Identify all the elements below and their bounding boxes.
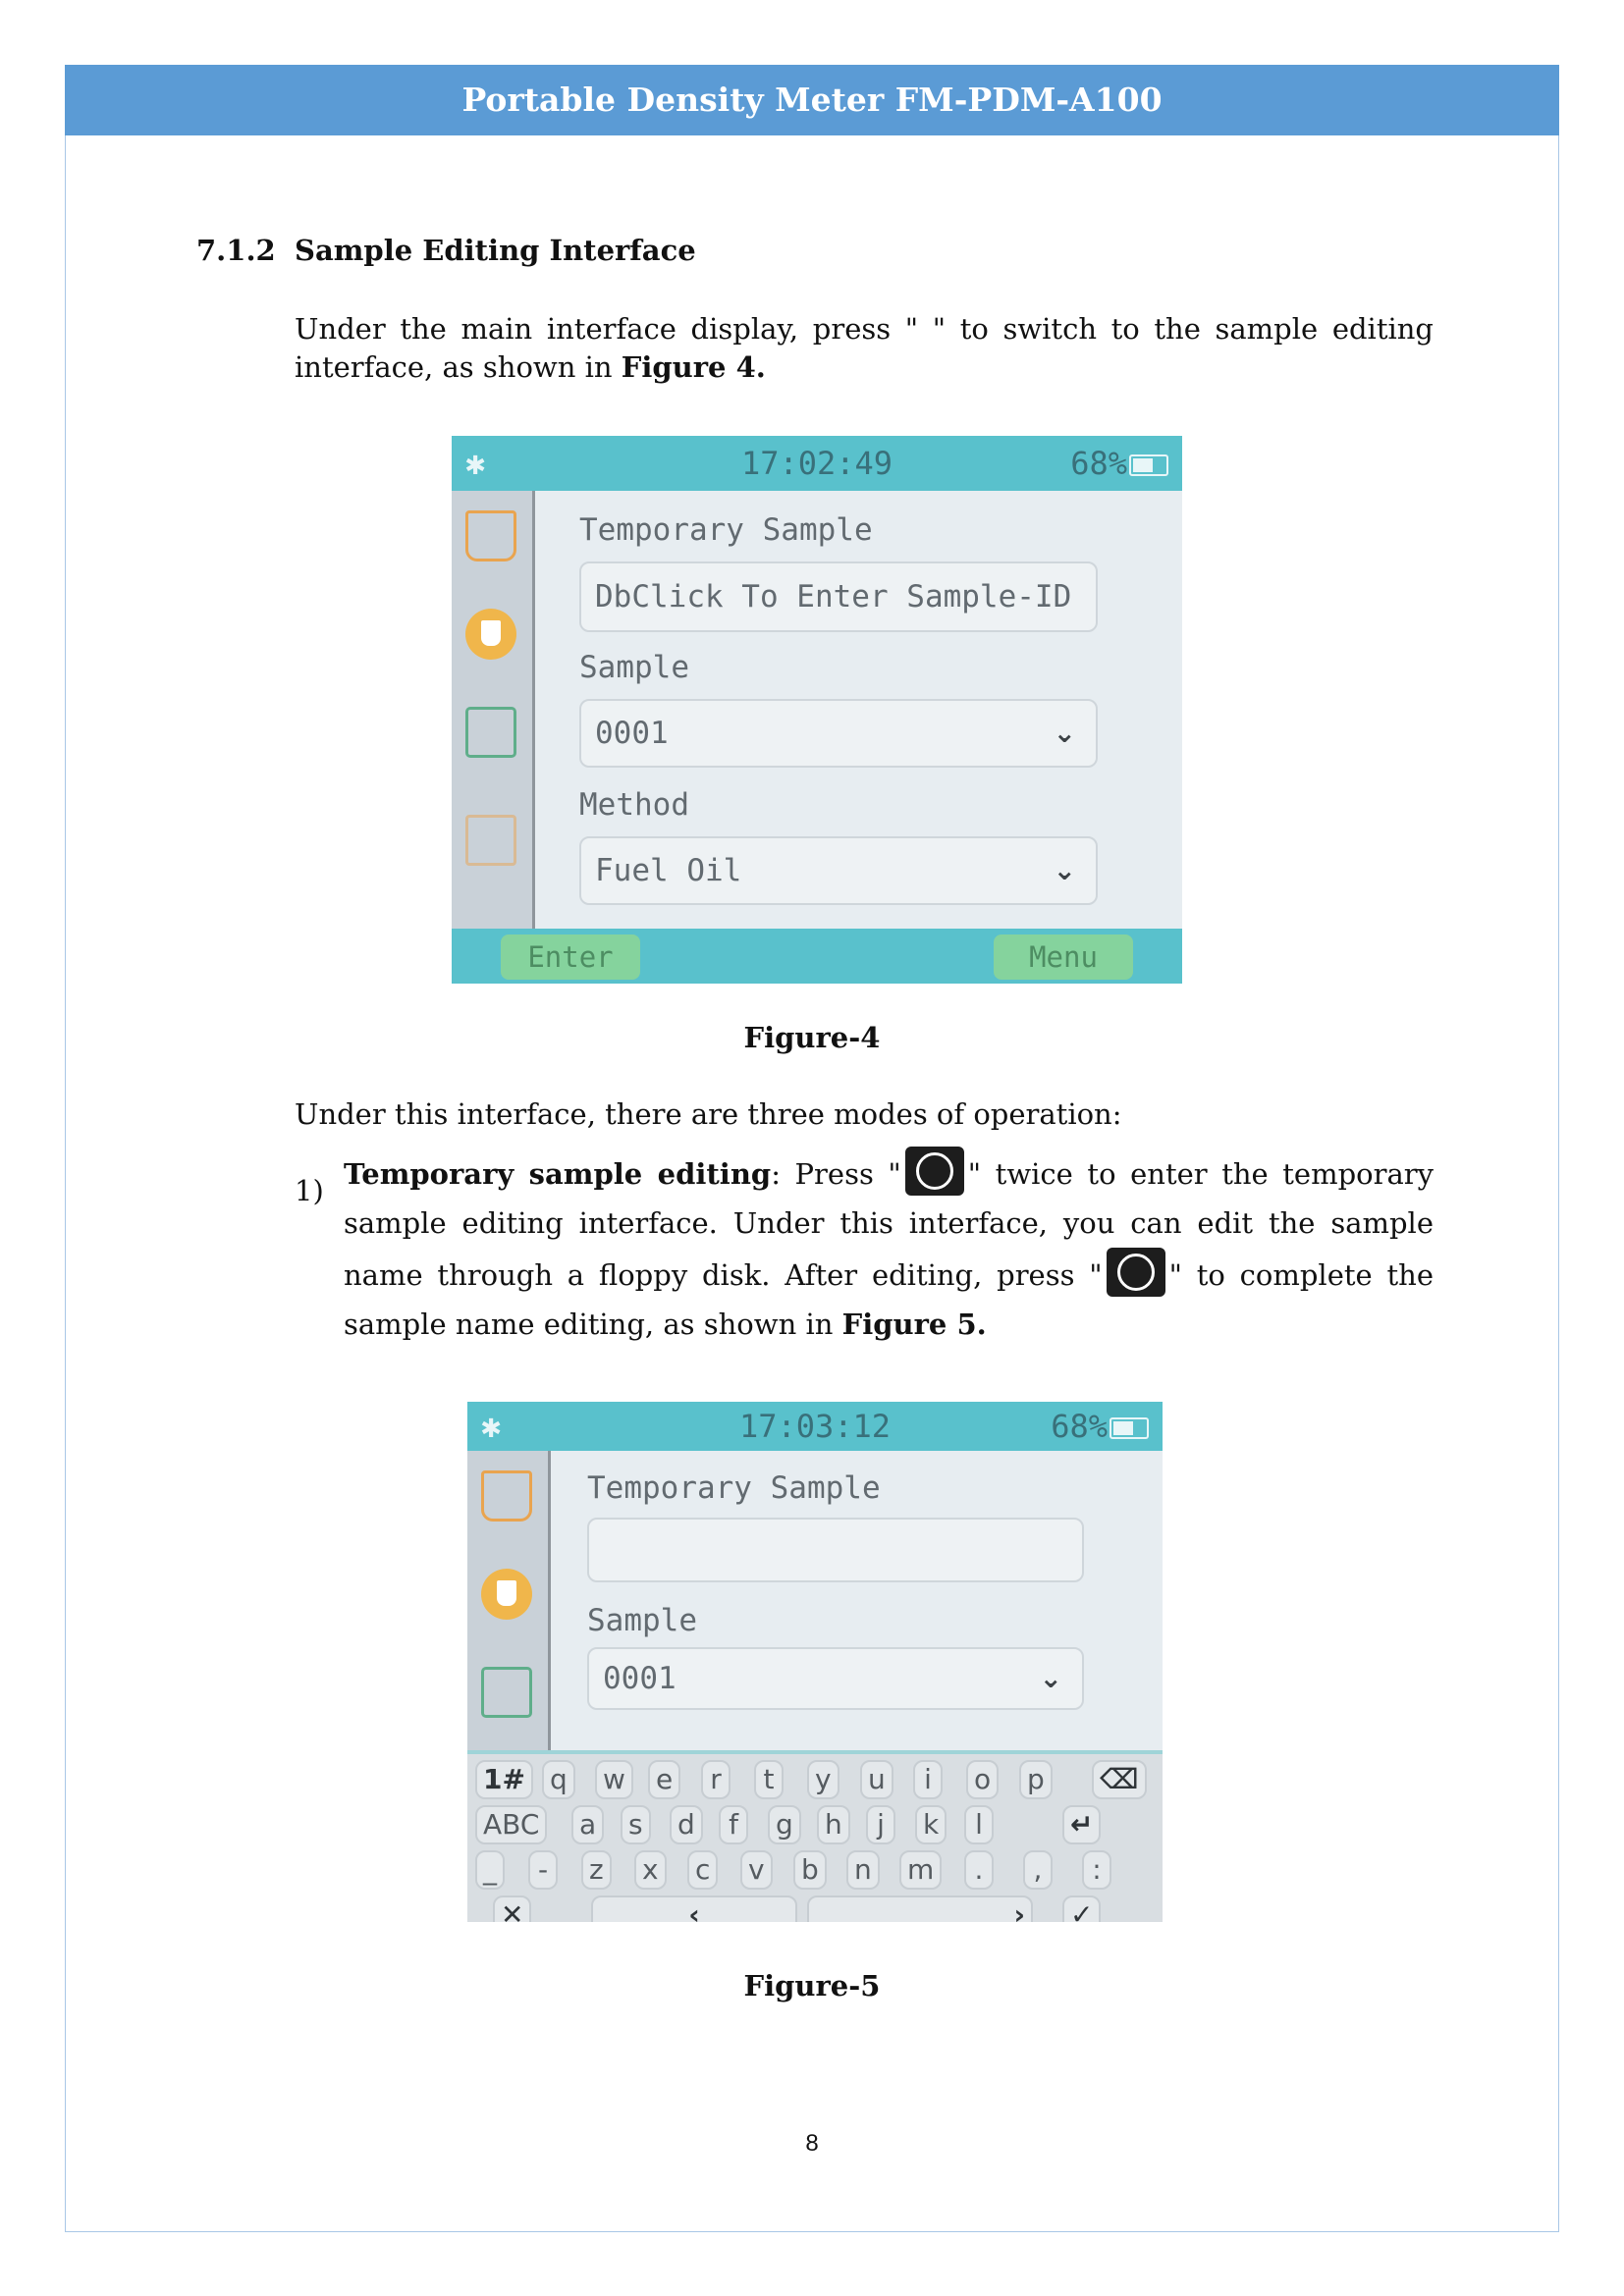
figure-4-caption: Figure-4 — [743, 1021, 881, 1054]
key-z[interactable]: z — [581, 1850, 612, 1890]
section-heading — [196, 234, 696, 267]
battery-indicator — [1070, 436, 1168, 491]
bluetooth-icon: ✱ — [481, 1407, 502, 1446]
item-text: : Press " — [771, 1157, 901, 1191]
clock-time: 17:03:12 — [738, 1408, 892, 1445]
item-title: Temporary sample editing — [344, 1157, 772, 1191]
temporary-sample-label: Temporary Sample — [579, 512, 873, 548]
status-bar — [467, 1402, 1163, 1451]
method-select[interactable] — [579, 836, 1098, 905]
sample-label: Sample — [579, 650, 689, 685]
sample-select[interactable] — [587, 1647, 1084, 1710]
clipboard-icon[interactable] — [465, 707, 516, 758]
sample-value: 0001 — [603, 1661, 677, 1696]
on-screen-keyboard — [467, 1750, 1163, 1922]
menu-softkey[interactable]: Menu — [994, 934, 1133, 980]
key-dash[interactable]: - — [528, 1850, 558, 1890]
side-nav — [467, 1451, 551, 1750]
key-abc[interactable]: ABC — [475, 1805, 547, 1844]
chevron-down-icon: ⌄ — [1039, 1662, 1062, 1694]
key-q[interactable]: q — [542, 1760, 575, 1799]
key-o[interactable]: o — [966, 1760, 999, 1799]
key-t[interactable]: t — [754, 1760, 784, 1799]
page-number: 8 — [805, 2130, 819, 2157]
item-text: " twice to enter the temporary sample editing interface. Under this interface, you can edit the sample name through a floppy disk. After editing, press " — [344, 1157, 1435, 1292]
key-s[interactable]: s — [621, 1805, 651, 1844]
softkey-bar — [452, 929, 1182, 984]
key-u[interactable]: u — [860, 1760, 893, 1799]
key-r[interactable]: r — [701, 1760, 731, 1799]
intro-text: Under the main interface display, press " " to switch to the sample editing interface, as shown in — [295, 312, 1434, 384]
sample-active-icon[interactable] — [481, 1569, 532, 1620]
battery-indicator — [1051, 1402, 1149, 1451]
keyboard-row-2 — [473, 1805, 1157, 1846]
bluetooth-icon: ✱ — [465, 444, 486, 483]
flask-icon[interactable] — [465, 510, 516, 561]
chevron-down-icon: ⌄ — [1053, 717, 1076, 749]
key-j[interactable]: j — [866, 1805, 895, 1844]
battery-percent: 68% — [1070, 445, 1127, 482]
key-p[interactable]: p — [1019, 1760, 1053, 1799]
key-n[interactable]: n — [846, 1850, 880, 1890]
sample-select[interactable] — [579, 699, 1098, 768]
section-title: Sample Editing Interface — [295, 234, 696, 267]
clipboard-icon[interactable] — [481, 1667, 532, 1718]
sample-active-icon[interactable] — [465, 609, 516, 660]
cursor-right-key[interactable]: › — [807, 1896, 1033, 1922]
key-m[interactable]: m — [899, 1850, 942, 1890]
method-value: Fuel Oil — [595, 853, 742, 888]
key-d[interactable]: d — [670, 1805, 703, 1844]
method-label: Method — [579, 787, 689, 823]
key-v[interactable]: v — [740, 1850, 773, 1890]
cursor-left-key[interactable]: ‹ — [591, 1896, 797, 1922]
sample-id-field[interactable]: DbClick To Enter Sample-ID — [579, 561, 1098, 632]
backspace-key[interactable]: ⌫ — [1092, 1760, 1147, 1799]
key-f[interactable]: f — [719, 1805, 748, 1844]
figure-5-screen — [467, 1402, 1163, 1922]
key-c[interactable]: c — [687, 1850, 718, 1890]
chevron-down-icon: ⌄ — [1053, 854, 1076, 886]
figure-4-screen — [452, 436, 1182, 984]
key-i[interactable]: i — [913, 1760, 943, 1799]
battery-percent: 68% — [1051, 1408, 1108, 1445]
sample-label: Sample — [587, 1603, 697, 1638]
battery-icon — [1129, 454, 1168, 476]
menu-icon — [1107, 1248, 1165, 1297]
key-period[interactable]: . — [964, 1850, 994, 1890]
sample-value: 0001 — [595, 716, 669, 751]
list-marker: 1) — [295, 1174, 324, 1207]
key-symbols[interactable]: 1# — [475, 1760, 533, 1799]
key-underscore[interactable]: _ — [475, 1850, 505, 1890]
document-header: Portable Density Meter FM-PDM-A100 — [65, 65, 1559, 135]
side-nav — [452, 491, 535, 929]
key-w[interactable]: w — [595, 1760, 633, 1799]
key-b[interactable]: b — [793, 1850, 827, 1890]
modes-intro: Under this interface, there are three modes of operation: — [295, 1097, 1122, 1131]
clock-time: 17:02:49 — [740, 445, 893, 482]
key-g[interactable]: g — [768, 1805, 801, 1844]
status-bar — [452, 436, 1182, 491]
list-item-temporary-editing — [344, 1147, 1434, 1349]
enter-icon — [905, 1147, 964, 1196]
section-number: 7.1.2 — [196, 234, 276, 267]
battery-icon — [1110, 1417, 1149, 1439]
figure-5-caption: Figure-5 — [743, 1969, 881, 2002]
key-comma[interactable]: , — [1023, 1850, 1053, 1890]
key-l[interactable]: l — [964, 1805, 994, 1844]
keyboard-row-3 — [473, 1850, 1157, 1892]
key-e[interactable]: e — [648, 1760, 680, 1799]
key-y[interactable]: y — [807, 1760, 839, 1799]
key-k[interactable]: k — [915, 1805, 947, 1844]
confirm-key[interactable]: ✓ — [1062, 1896, 1101, 1922]
close-key[interactable]: ✕ — [493, 1896, 531, 1922]
enter-key[interactable]: ↵ — [1062, 1805, 1101, 1844]
sample-id-field[interactable] — [587, 1518, 1084, 1582]
temporary-sample-label: Temporary Sample — [587, 1470, 881, 1506]
figure-4-reference: Figure 4. — [621, 350, 766, 384]
key-x[interactable]: x — [634, 1850, 667, 1890]
item-text: " to complete the sample name editing, as shown in — [344, 1258, 1434, 1341]
enter-softkey[interactable]: Enter — [501, 934, 640, 980]
key-h[interactable]: h — [817, 1805, 850, 1844]
figure-5-reference: Figure 5. — [841, 1308, 987, 1341]
intro-paragraph — [295, 310, 1434, 387]
key-colon[interactable]: : — [1082, 1850, 1111, 1890]
keyboard-row-4 — [473, 1896, 1157, 1922]
record-icon[interactable] — [465, 815, 516, 866]
flask-icon[interactable] — [481, 1470, 532, 1522]
keyboard-row-1 — [473, 1760, 1157, 1801]
key-a[interactable]: a — [571, 1805, 604, 1844]
